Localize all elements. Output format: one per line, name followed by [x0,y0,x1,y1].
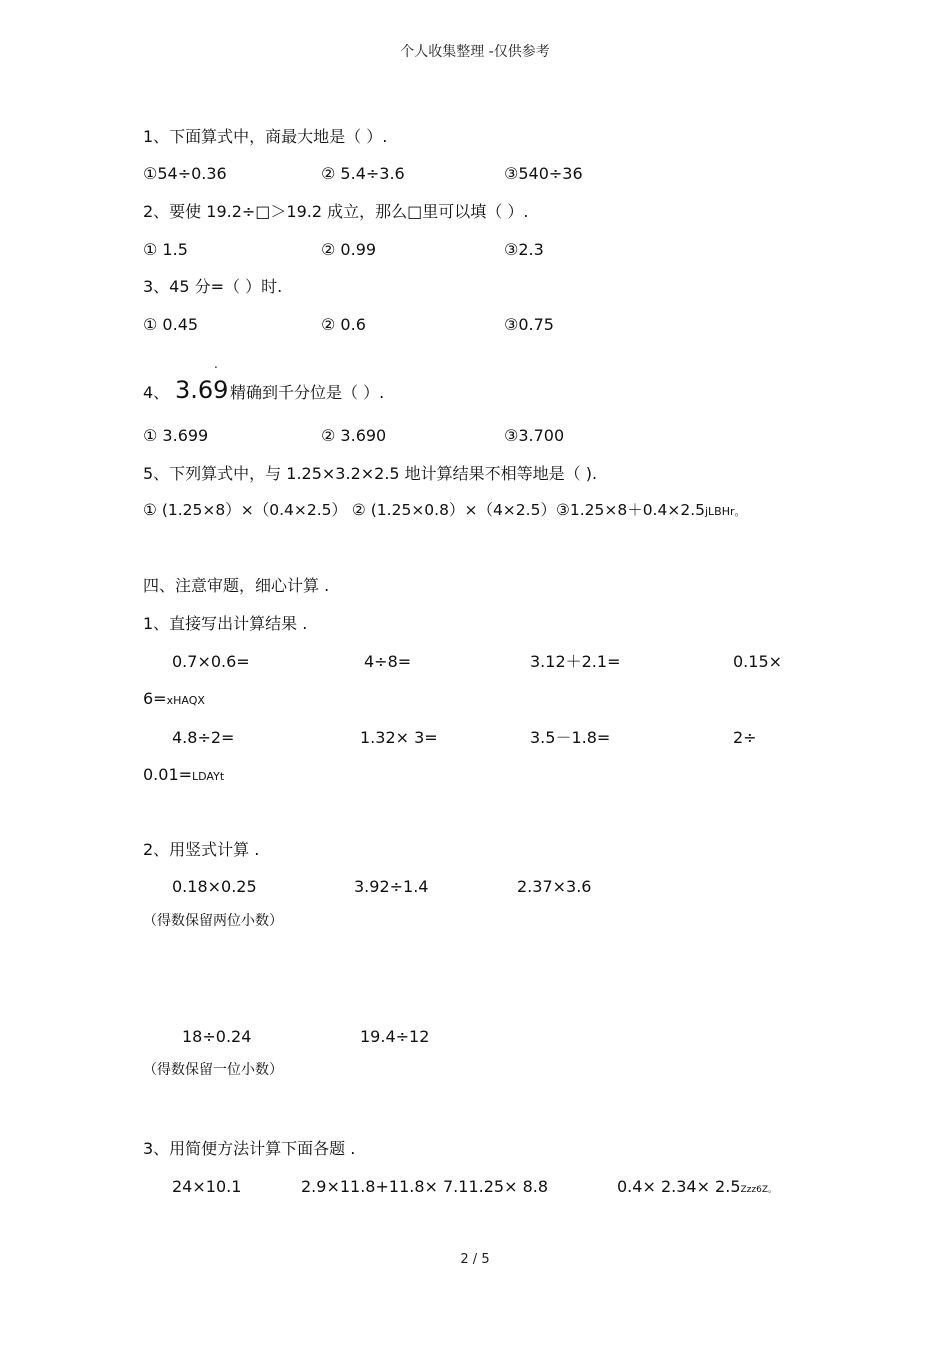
simplify-calc-c [617,1177,777,1196]
vertical-calc-e: 19.4÷12 [360,1027,430,1046]
calc-r1-c1: 0.7×0.6= [172,652,250,671]
calc-r1-c2: 4÷8= [364,652,412,671]
section-4-title: 四、注意审题，细心计算 . [143,576,330,595]
simplify-calc-a: 24×10.1 [172,1177,242,1196]
note-two-decimals: （得数保留两位小数） [143,913,283,929]
vertical-calc-d: 18÷0.24 [182,1027,252,1046]
calc-r2-c3: 3.5－1.8= [530,728,611,747]
vertical-calc-a: 0.18×0.25 [172,877,257,896]
q4-option-2: ② 3.690 [321,426,387,445]
part-3-title: 3、用简便方法计算下面各题 . [143,1139,356,1158]
calc-r1-wrap [143,689,205,708]
page-number: 2 / 5 [460,1252,490,1267]
calc-r1-wrap-text: 6= [143,689,167,708]
q3-option-1: ① 0.45 [143,315,199,334]
q5-options-text: ① (1.25×8）×（0.4×2.5） ② (1.25×0.8）×（4×2.5）③1.25×8＋0.4×2.5 [143,501,705,519]
q5-stem: 5、下列算式中，与 1.25×3.2×2.5 地计算结果不相等地是（ ). [143,464,598,483]
calc-r2-wrap [143,765,224,784]
q2-option-1: ① 1.5 [143,240,188,259]
q4-stem: 精确到千分位是（ ）. [230,383,385,402]
q3-option-3: ③0.75 [504,315,554,334]
calc-r2-c4: 2÷ [733,728,757,747]
calc-r2-mark: LDAYt [192,770,225,783]
q2-option-3: ③2.3 [504,240,544,259]
calc-r1-c3: 3.12＋2.1= [530,652,621,671]
calc-r1-c4: 0.15× [733,652,783,671]
part-1-title: 1、直接写出计算结果 . [143,614,308,633]
page-header: 个人收集整理 -仅供参考 [400,44,550,60]
calc-r2-wrap-text: 0.01= [143,765,193,784]
q3-option-2: ② 0.6 [321,315,366,334]
note-one-decimal: （得数保留一位小数） [143,1062,283,1078]
simplify-calc-c-text: 0.4× 2.34× 2.5 [617,1177,741,1196]
q4-repeating-dot: . [214,357,218,371]
q4-option-3: ③3.700 [504,426,565,445]
vertical-calc-c: 2.37×3.6 [517,877,592,896]
calc-r2-c2: 1.32× 3= [360,728,438,747]
calc-r2-c1: 4.8÷2= [172,728,235,747]
simplify-calc-b: 2.9×11.8+11.8× 7.11.25× 8.8 [301,1177,549,1196]
q5-mark: jLBHr。 [704,505,746,518]
q1-option-1: ①54÷0.36 [143,164,227,183]
q1-option-3: ③540÷36 [504,164,583,183]
q5-options [143,501,746,520]
q1-option-2: ② 5.4÷3.6 [321,164,405,183]
q1-stem: 1、下面算式中，商最大地是（ ）. [143,127,388,146]
q2-option-2: ② 0.99 [321,240,377,259]
part-2-title: 2、用竖式计算 . [143,840,260,859]
q4-option-1: ① 3.699 [143,426,209,445]
q4-number: 3.69 [175,376,229,404]
calc-r1-mark: xHAQX [166,694,205,707]
simplify-mark: Zzz6Z。 [740,1185,778,1195]
q4-prefix: 4、 [143,383,170,402]
vertical-calc-b: 3.92÷1.4 [354,877,429,896]
q3-stem: 3、45 分=（ ）时. [143,277,283,296]
q2-stem: 2、要使 19.2÷□＞19.2 成立，那么□里可以填（ ）. [143,202,529,221]
